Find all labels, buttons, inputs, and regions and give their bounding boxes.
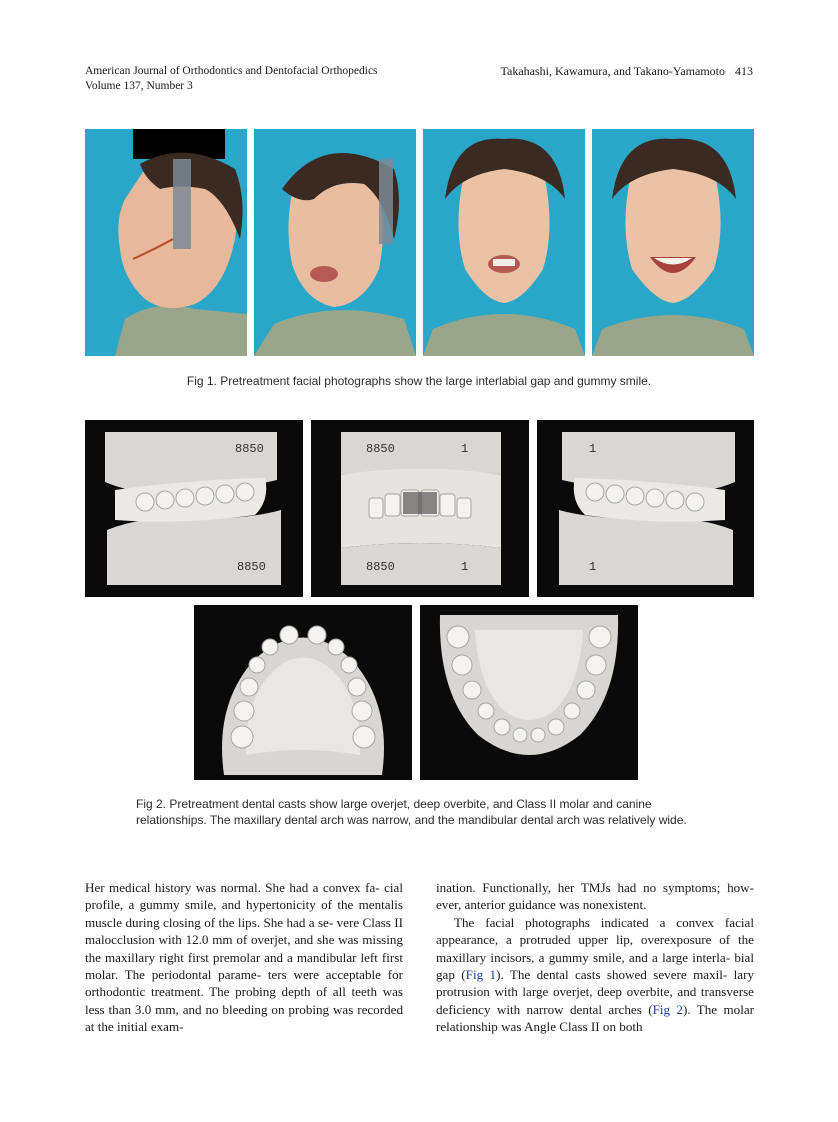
cast-label-top: 1 xyxy=(589,442,597,456)
body-column-left xyxy=(85,879,403,1036)
text-segment: The facial photographs indicated a convex facial appearance, a protruded upper lip, overexposure of the maxillary incisors, a gummy smile, and a large interla- bial gap ( xyxy=(436,914,754,983)
journal-title: American Journal of Orthodontics and Dentofacial Orthopedics xyxy=(85,65,378,77)
cast-label-top: 8850 xyxy=(235,442,264,456)
text-segment: ). The dental casts showed severe maxil- lary protrusion with large overjet, deep overbite, and transverse deficiency with narrow dental arches ( xyxy=(436,967,754,1017)
photo-profile xyxy=(85,129,247,356)
figure-1-caption: Fig 1. Pretreatment facial photographs show the large interlabial gap and gummy smile. xyxy=(186,374,652,388)
cast-label-bottom: 8850 xyxy=(237,560,266,574)
journal-volume: Volume 137, Number 3 xyxy=(85,80,193,92)
photo-frontal xyxy=(423,129,585,356)
text-segment: ). The molar relationship was Angle Class II on both xyxy=(436,1001,754,1035)
cast-label-bottom-right: 1 xyxy=(461,560,469,574)
cast-label-bottom: 1 xyxy=(589,560,597,574)
figure-2-caption: Fig 2. Pretreatment dental casts show large overjet, deep overbite, and Class II molar and canine relationships. The maxillary dental arch was narrow, and the mandibular dental arch was relatively wide. xyxy=(136,797,687,827)
photo-three-quarter xyxy=(254,129,416,356)
page-number: 413 xyxy=(735,64,753,78)
body-column-right xyxy=(436,879,754,1036)
cast-label-bottom-left: 8850 xyxy=(366,560,395,574)
running-header-authors xyxy=(501,64,753,79)
running-header-journal xyxy=(85,64,378,94)
paragraph-facial-findings xyxy=(436,914,754,1036)
cast-left-lateral xyxy=(537,420,754,597)
paragraph-medical-history: Her medical history was normal. She had a convex fa- cial profile, a gummy smile, and hypertonicity of the mentalis muscle during closing of the lips. She had a se- vere Class II malocclusion with 12.0 mm of overjet, and she was missing the maxillary right first premolar and a mandibular left first molar. The periodontal parame- ters were acceptable for orthodontic treatment. The probing depth of all teeth was less than 3.0 mm, and no bleeding on probing was recorded at the initial exam- xyxy=(85,880,403,1035)
cast-label-top-right: 1 xyxy=(461,442,469,456)
cast-frontal xyxy=(311,420,529,597)
author-names: Takahashi, Kawamura, and Takano-Yamamoto xyxy=(500,64,725,78)
photo-smiling xyxy=(592,129,754,356)
cast-right-lateral xyxy=(85,420,303,597)
cast-mandibular-occlusal xyxy=(420,605,638,780)
cast-label-top-left: 8850 xyxy=(366,442,395,456)
figure-1-photos xyxy=(85,129,754,356)
figure-1-link[interactable]: Fig 1 xyxy=(465,967,497,983)
figure-2-link[interactable]: Fig 2 xyxy=(652,1001,683,1017)
cast-maxillary-occlusal xyxy=(194,605,412,780)
paragraph-examination: ination. Functionally, her TMJs had no symptoms; how- ever, anterior guidance was nonexistent. xyxy=(436,880,754,913)
